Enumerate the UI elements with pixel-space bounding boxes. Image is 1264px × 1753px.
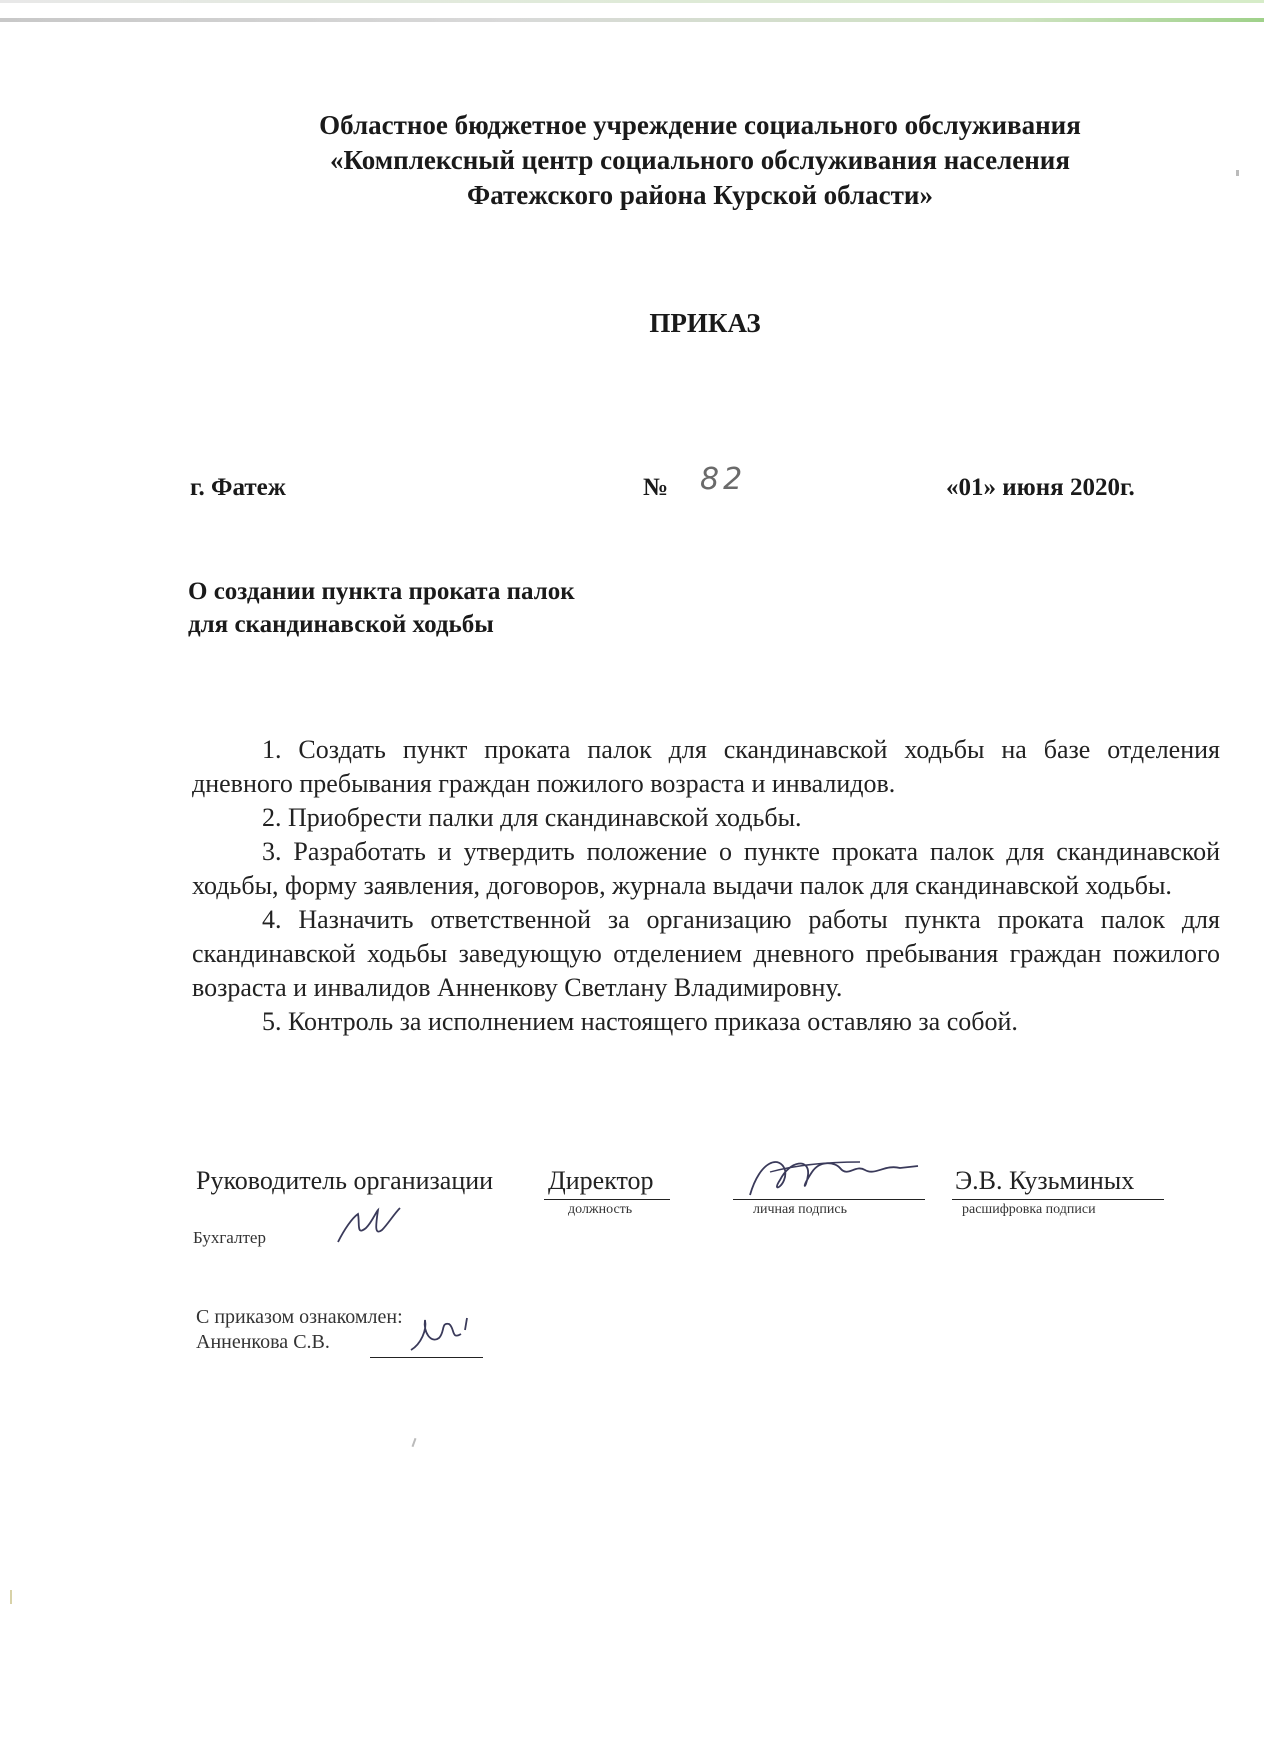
- document-title: ПРИКАЗ: [649, 308, 761, 338]
- header-line-3: Фатежского района Курской области»: [467, 180, 933, 210]
- scan-speck: [1236, 170, 1239, 176]
- accountant-label: Бухгалтер: [193, 1228, 266, 1247]
- scan-edge-top: [0, 0, 1264, 3]
- director-signature-image: [740, 1150, 930, 1205]
- order-body: [192, 733, 1220, 1039]
- scan-edge-line: [0, 18, 1264, 22]
- position-underline: [544, 1199, 670, 1200]
- order-item-4: 4. Назначить ответственной за организацию работы пункта проката палок для скандинавской ходьбы заведующую отделением дневного пребывания граждан пожилого возраста и инвалидов Анненкову Светлану Владимировну.: [192, 905, 1220, 1002]
- organization-header: [180, 108, 1220, 213]
- scan-speck: [412, 1438, 417, 1447]
- acknowledgement-name: Анненкова С.В.: [196, 1331, 330, 1353]
- document-date: «01» июня 2020г.: [946, 474, 1135, 501]
- acknowledgement-signature-image: [405, 1310, 485, 1360]
- header-line-1: Областное бюджетное учреждение социального обслуживания: [319, 110, 1081, 140]
- signature-caption: личная подпись: [753, 1202, 847, 1217]
- accountant-signature-image: [330, 1200, 410, 1255]
- signature-label: Руководитель организации: [196, 1166, 494, 1195]
- handwritten-order-number: 82: [700, 462, 747, 497]
- order-item-2: 2. Приобрести палки для скандинавской ходьбы.: [262, 803, 802, 832]
- acknowledgement-text: С приказом ознакомлен:: [196, 1306, 403, 1328]
- order-item-1: 1. Создать пункт проката палок для скандинавской ходьбы на базе отделения дневного пребывания граждан пожилого возраста и инвалидов.: [192, 735, 1220, 798]
- number-label: №: [643, 474, 669, 501]
- signature-underline: [733, 1199, 925, 1200]
- acknowledgement-block: [196, 1305, 403, 1355]
- header-line-2: «Комплексный центр социального обслуживания населения: [330, 145, 1070, 175]
- signature-position: Директор: [548, 1166, 654, 1195]
- position-caption: должность: [568, 1202, 633, 1217]
- order-item-5: 5. Контроль за исполнением настоящего приказа оставляю за собой.: [262, 1007, 1018, 1036]
- subject-line-1: О создании пункта проката палок: [188, 578, 575, 605]
- name-underline: [952, 1199, 1164, 1200]
- scan-speck: [10, 1590, 12, 1604]
- signatory-name: Э.В. Кузьминых: [955, 1166, 1135, 1195]
- subject-line-2: для скандинавской ходьбы: [188, 611, 494, 638]
- name-caption: расшифровка подписи: [962, 1202, 1096, 1217]
- order-item-3: 3. Разработать и утвердить положение о пункте проката палок для скандинавской ходьбы, форму заявления, договоров, журнала выдачи палок для скандинавской ходьбы.: [192, 837, 1220, 900]
- order-subject: [188, 575, 708, 641]
- document-city: г. Фатеж: [190, 474, 286, 501]
